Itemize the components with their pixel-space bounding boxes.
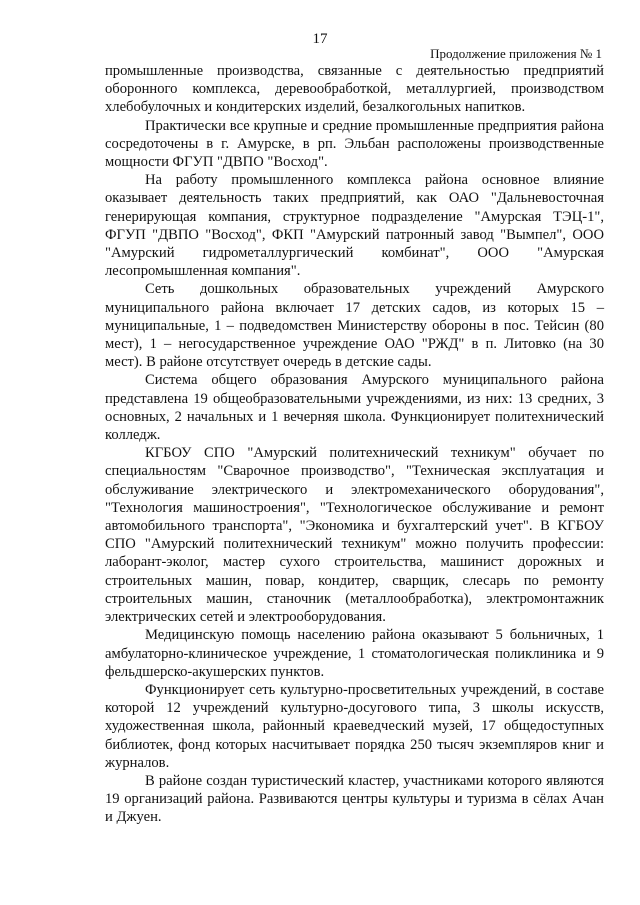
paragraph-medical: Медицинскую помощь населению района оказывают 5 больничных, 1 амбулаторно-клиническое учреждение, 1 стоматологическая поликлиника и 9 фельдшерско-акушерских пунктов. [105, 627, 604, 680]
paragraph-preschool: Сеть дошкольных образовательных учреждений Амурского муниципального района включает 17 детских садов, из которых 15 – муниципальные, 1 – подведомствен Министерству обороны в пос. Тейсин (80 мест), 1 – негосударственное учреждение ОАО "РЖД" в п. Литовко (на 30 мест). В районе отсутствует очередь в детские сады. [105, 281, 604, 371]
paragraph-key-enterprises: На работу промышленного комплекса района основное влияние оказывает деятельность таких предприятий, как ОАО "Дальневосточная генерирующая компания, структурное подразделение "Амурская ТЭЦ-1", ФГУП "ДВПО "Восход", ФКП "Амурский патронный завод "Вымпел", ООО "Амурский гидрометаллургический комбинат", ООО "Амурская лесопромышленная компания". [105, 172, 604, 280]
paragraph-culture: Функционирует сеть культурно-просветительных учреждений, в составе которой 12 учреждений культурно-досугового типа, 3 школы искусств, художественная школа, районный краеведческий музей, 17 общедоступных библиотек, фонд которых насчитывает порядка 250 тысяч экземпляров книг и журналов. [105, 681, 604, 771]
paragraph-general-education: Система общего образования Амурского муниципального района представлена 19 общеобразовательными учреждениями, из них: 13 средних, 3 основных, 2 начальных и 1 вечерняя школа. Функционирует политехнический колледж. [105, 372, 604, 444]
paragraph-industry-continued: промышленные производства, связанные с деятельностью предприятий оборонного комплекса, деревообработкой, металлургией, производством хлебобулочных и кондитерских изделий, безалкогольных напитков. [105, 63, 604, 116]
paragraph-tourism: В районе создан туристический кластер, участниками которого являются 19 организаций района. Развиваются центры культуры и туризма в сёлах Ачан и Джуен. [105, 772, 604, 826]
paragraph-technical-college: КГБОУ СПО "Амурский политехнический техникум" обучает по специальностям "Сварочное производство", "Техническая эксплуатация и обслуживание электрического и электромеханического оборудования", "Технология машиностроения", "Технологическое обслуживание и ремонт автомобильного транспорта", "Экономика и бухгалтерский учет". В КГБОУ СПО "Амурский политехнический техникум" можно получить профессии: лаборант-эколог, мастер сухого строительства, машинист дорожных и строительных машин, повар, кондитер, сварщик, слесарь по ремонту строительных машин, станочник (металлообработка), электромонтажник электрических сетей и электрооборудования. [105, 445, 604, 626]
page-number: 17 [312, 31, 328, 47]
appendix-continuation-note: Продолжение приложения № 1 [430, 46, 602, 61]
paragraph-industrial-location: Практически все крупные и средние промышленные предприятия района сосредоточены в г. Амурске, в рп. Эльбан расположены производственные мощности ФГУП "ДВПО "Восход". [105, 117, 604, 171]
document-body [105, 62, 604, 827]
